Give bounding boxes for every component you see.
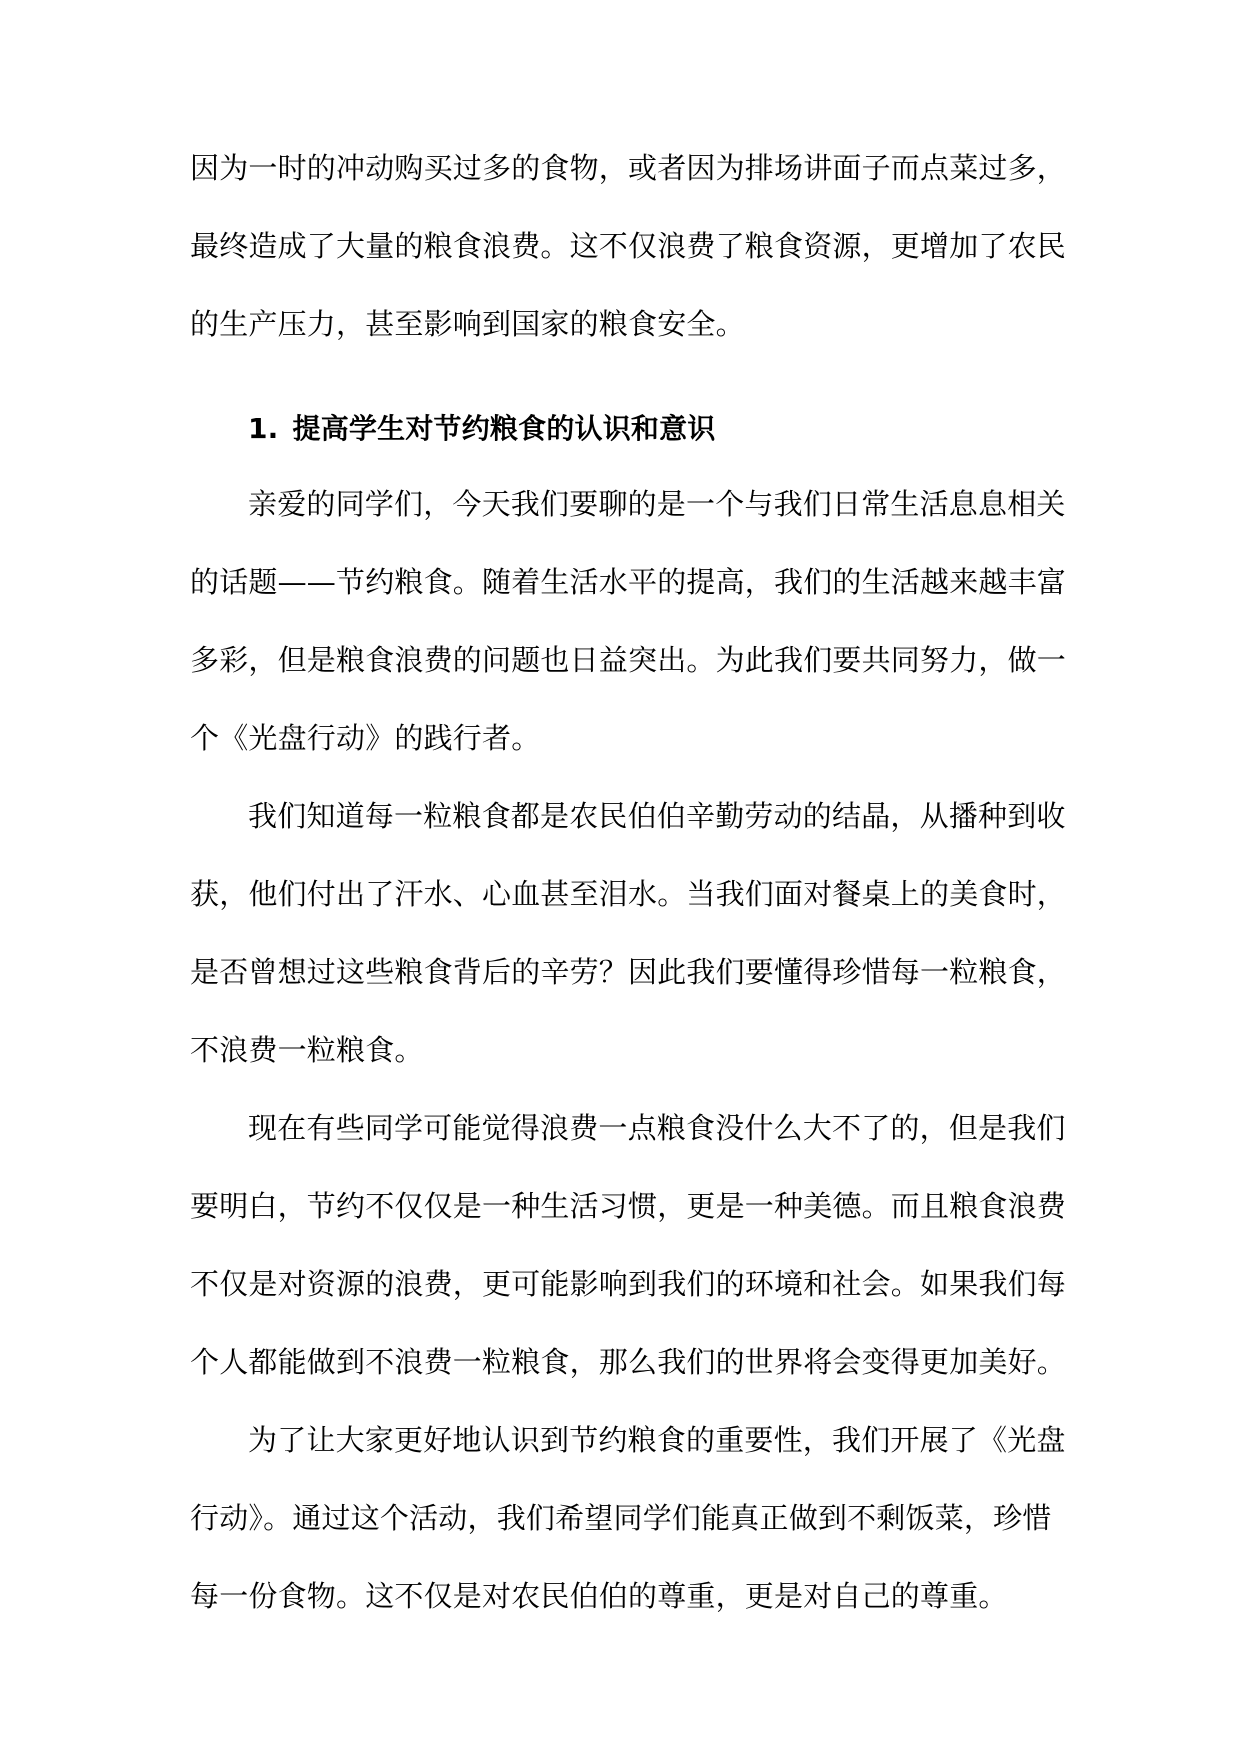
paragraph-line: 获，他们付出了汗水、心血甚至泪水。当我们面对餐桌上的美食时， <box>190 877 1067 911</box>
heading-text: 提高学生对节约粮食的认识和意识 <box>292 412 716 445</box>
paragraph-line: 因为一时的冲动购买过多的食物，或者因为排场讲面子而点菜过多， <box>190 151 1067 185</box>
paragraph-line: 现在有些同学可能觉得浪费一点粮食没什么大不了的，但是我们 <box>248 1111 1066 1145</box>
paragraph-line: 多彩，但是粮食浪费的问题也日益突出。为此我们要共同努力，做一 <box>190 643 1067 677</box>
paragraph-line: 不浪费一粒粮食。 <box>190 1033 424 1067</box>
paragraph-line: 的话题——节约粮食。随着生活水平的提高，我们的生活越来越丰富 <box>190 565 1067 599</box>
heading-number: 1. <box>248 412 279 445</box>
paragraph-line: 是否曾想过这些粮食背后的辛劳？因此我们要懂得珍惜每一粒粮食， <box>190 955 1067 989</box>
paragraph-line: 个《光盘行动》的践行者。 <box>190 721 541 755</box>
paragraph-line: 要明白，节约不仅仅是一种生活习惯，更是一种美德。而且粮食浪费 <box>190 1189 1067 1223</box>
paragraph-line: 我们知道每一粒粮食都是农民伯伯辛勤劳动的结晶，从播种到收 <box>248 799 1066 833</box>
paragraph-line: 行动》。通过这个活动，我们希望同学们能真正做到不剩饭菜，珍惜 <box>190 1501 1052 1535</box>
paragraph-line: 的生产压力，甚至影响到国家的粮食安全。 <box>190 307 745 341</box>
section-heading <box>248 409 716 449</box>
paragraph-line: 每一份食物。这不仅是对农民伯伯的尊重，更是对自己的尊重。 <box>190 1579 1008 1613</box>
paragraph-line: 亲爱的同学们，今天我们要聊的是一个与我们日常生活息息相关 <box>248 487 1066 521</box>
paragraph-line: 为了让大家更好地认识到节约粮食的重要性，我们开展了《光盘 <box>248 1423 1066 1457</box>
paragraph-line: 不仅是对资源的浪费，更可能影响到我们的环境和社会。如果我们每 <box>190 1267 1067 1301</box>
paragraph-line: 个人都能做到不浪费一粒粮食，那么我们的世界将会变得更加美好。 <box>190 1345 1067 1379</box>
paragraph-line: 最终造成了大量的粮食浪费。这不仅浪费了粮食资源，更增加了农民 <box>190 229 1067 263</box>
